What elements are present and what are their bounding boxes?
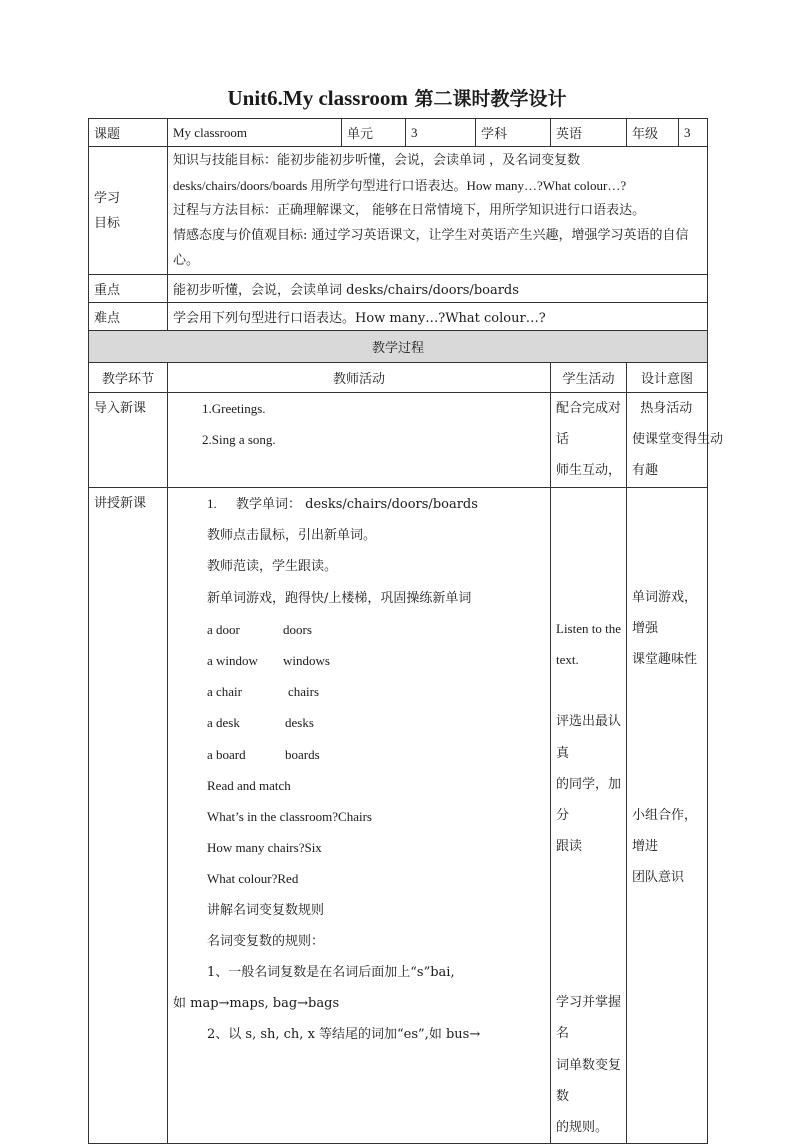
intent-team-1: 小组合作，增进 (632, 808, 698, 855)
key-point-label: 重点 (89, 275, 168, 303)
teach-head-text: 教学单词： desks/chairs/doors/boards (236, 497, 478, 512)
word-pair-row (173, 676, 545, 707)
word-plural: windows (283, 653, 330, 669)
teach-head-num: 1. (207, 496, 217, 511)
subject-value: 英语 (551, 119, 627, 147)
student-follow: 跟读 (556, 839, 583, 855)
intent-game-2: 课堂趣味性 (632, 652, 698, 667)
word-plural: boards (285, 746, 320, 762)
header-intent: 设计意图 (627, 363, 708, 393)
intent-game-1: 单词游戏，增强 (632, 589, 698, 636)
teach-line-1: 教师点击鼠标，引出新单词。 (207, 528, 377, 544)
word-plural: desks (285, 715, 314, 731)
intro-teacher-line-1: 1.Greetings. (202, 401, 266, 416)
teach-line-2: 教师范读，学生跟读。 (207, 559, 338, 575)
key-point-value: 能初步听懂，会说，会读单词 desks/chairs/doors/boards (168, 275, 708, 303)
intro-teacher-line-2: 2.Sing a song. (202, 432, 276, 448)
header-teacher: 教师活动 (168, 363, 551, 393)
header-stage: 教学环节 (89, 363, 168, 393)
word-plural: doors (283, 621, 312, 637)
unit-value: 3 (406, 119, 476, 147)
intro-student-line-2: 师生互动， (556, 463, 622, 479)
objectives-line-2: desks/chairs/doors/boards 用所学句型进行口语表达。How many…?What colour…? (173, 178, 627, 193)
lesson-plan-table (88, 118, 724, 1144)
objectives-line-3: 过程与方法目标：正确理解课文， 能够在日常情境下，用所学知识进行口语表达。 (173, 203, 646, 218)
topic-value: My classroom (168, 119, 342, 147)
word-single: a door (207, 621, 240, 637)
teach-teacher (168, 488, 551, 1144)
process-title-row (89, 331, 708, 363)
read-match-line: Read and match (207, 777, 291, 793)
intro-intent-line-1: 热身活动 (632, 401, 693, 416)
grade-value: 3 (679, 119, 708, 147)
title-cn: 第二课时教学设计 (407, 88, 567, 110)
rule-subheading: 名词变复数的规则： (207, 933, 325, 949)
objectives-label-2: 目标 (94, 215, 121, 231)
word-pair-row (173, 707, 545, 738)
subject-label: 学科 (476, 119, 551, 147)
word-single: a window (207, 653, 258, 669)
teach-row (89, 488, 708, 1144)
word-pair-row (173, 614, 545, 645)
question-line-3: What colour?Red (207, 871, 299, 887)
student-master-3: 的规则。 (556, 1120, 609, 1136)
intro-intent-line-3: 有趣 (632, 463, 659, 479)
process-header-row (89, 363, 708, 393)
word-single: a chair (207, 684, 243, 700)
teach-student (551, 488, 627, 1144)
key-point-row (89, 275, 708, 303)
rule-heading: 讲解名词变复数规则 (207, 902, 325, 918)
question-line-1: What’s in the classroom?Chairs (207, 809, 372, 825)
word-single: a board (207, 746, 246, 762)
objectives-label-1: 学习 (94, 190, 121, 206)
objectives-row (89, 147, 708, 275)
student-listen-2: text. (556, 652, 579, 667)
student-listen: Listen to the (556, 620, 622, 636)
difficulty-row (89, 303, 708, 331)
rule-1b: 如 map→maps, bag→bags (173, 996, 340, 1012)
teach-head (173, 488, 545, 520)
teach-stage: 讲授新课 (89, 488, 168, 1144)
rule-1a: 1、一般名词复数是在名词后面加上“s”bai, (207, 965, 455, 981)
intro-student (551, 393, 627, 488)
word-single: a desk (207, 715, 240, 731)
word-plural: chairs (288, 684, 320, 700)
word-pair-row (173, 645, 545, 676)
student-master-2: 词单数变复数 (556, 1057, 622, 1104)
rule-2: 2、以 s, sh, ch, x 等结尾的词加“es”,如 bus→ (207, 1027, 481, 1043)
objectives-content (168, 147, 708, 275)
intro-stage: 导入新课 (89, 393, 168, 488)
header-student: 学生活动 (551, 363, 627, 393)
grade-label: 年级 (627, 119, 679, 147)
student-master-1: 学习并掌握名 (556, 995, 622, 1042)
page-title (0, 84, 794, 111)
objectives-line-1: 知识与技能目标：能初步能初步听懂，会说，会读单词 ，及名词变复数 (173, 153, 581, 168)
unit-label: 单元 (342, 119, 406, 147)
intro-student-line-1: 配合完成对话 (556, 401, 622, 448)
intro-teacher (168, 393, 551, 488)
intent-team-2: 团队意识 (632, 870, 685, 886)
question-line-2: How many chairs?Six (207, 840, 322, 856)
topic-label: 课题 (89, 119, 168, 147)
teach-line-3: 新单词游戏，跑得快/上楼梯，巩固操练新单词 (207, 590, 472, 606)
process-title: 教学过程 (89, 331, 708, 363)
intro-intent (627, 393, 724, 488)
student-select-1: 评选出最认真 (556, 714, 622, 761)
title-latin: Unit6.My classroom (227, 86, 408, 110)
teach-intent (627, 488, 708, 1144)
intro-intent-line-2: 使课堂变得生动 (632, 432, 724, 448)
difficulty-label: 难点 (89, 303, 168, 331)
objectives-line-4: 情感态度与价值观目标: 通过学习英语课文，让学生对英语产生兴趣，增强学习英语的自信心。 (173, 228, 689, 268)
difficulty-value: 学会用下列句型进行口语表达。How many…?What colour…? (168, 303, 708, 331)
student-select-2: 的同学，加分 (556, 776, 622, 823)
objectives-label (89, 147, 168, 275)
info-row (89, 119, 708, 147)
word-pair-row (173, 739, 545, 770)
intro-row (89, 393, 708, 488)
